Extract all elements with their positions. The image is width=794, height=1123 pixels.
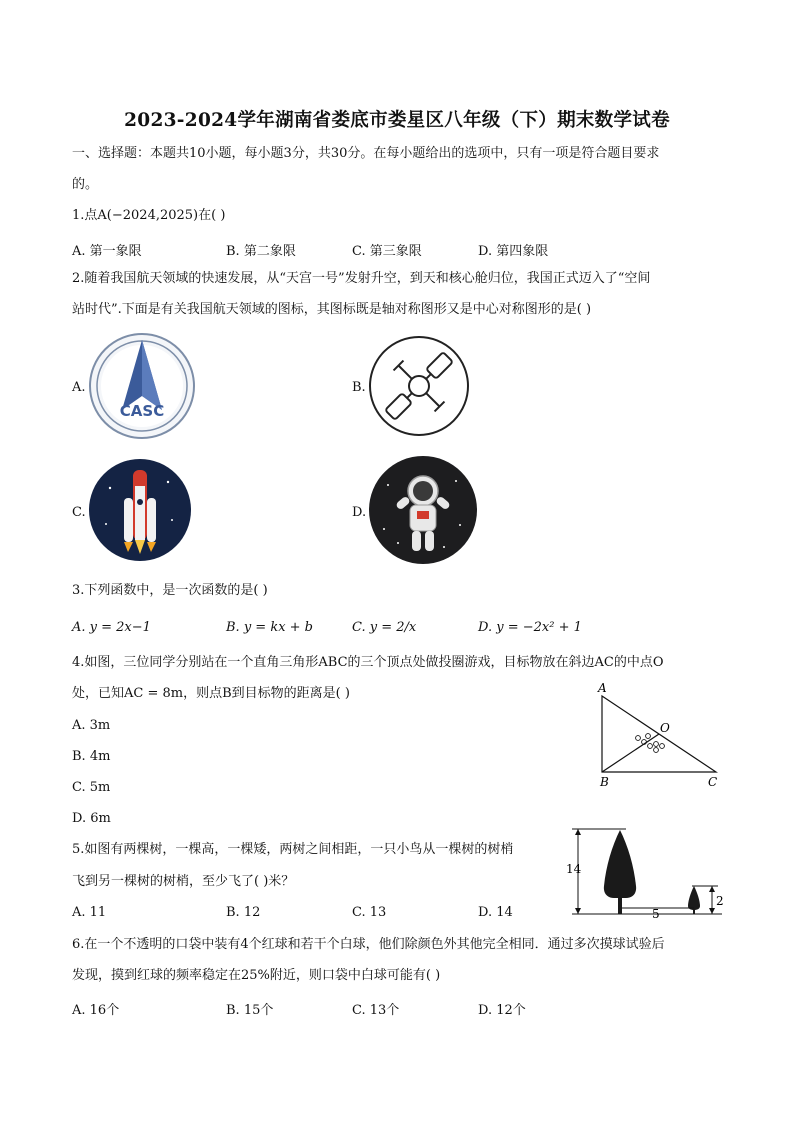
label-o: O	[660, 721, 670, 735]
q1-stem: 1.点A(−2024,2025)在( )	[72, 208, 226, 223]
q6-option-b: B. 15个	[226, 1003, 274, 1018]
q4-option-c: C. 5m	[72, 780, 111, 795]
distance-label: 5	[652, 907, 660, 920]
q5-option-a: A. 11	[72, 905, 107, 920]
q4-option-b: B. 4m	[72, 749, 111, 764]
q5-option-c: C. 13	[352, 905, 387, 920]
label-a: A	[598, 682, 607, 695]
q6-stem: 6.在一个不透明的口袋中装有4个红球和若干个白球，他们除颜色外其他完全相同．通过多次摸球试验后	[72, 937, 665, 952]
q3-option-b: B. y = kx + b	[226, 620, 314, 635]
label-c: C	[708, 775, 718, 789]
q1-option-d: D. 第四象限	[478, 244, 549, 259]
q2-label-b: B.	[352, 380, 366, 395]
small-tree-height-label: 2	[716, 894, 724, 908]
q3-option-d: D. y = −2x² + 1	[478, 620, 582, 635]
q2-label-d: D.	[352, 505, 367, 520]
q6-stem-cont: 发现，摸到红球的频率稳定在25%附近，则口袋中白球可能有( )	[72, 968, 441, 983]
q3-option-a: A. y = 2x−1	[72, 620, 151, 635]
q3-stem: 3.下列函数中，是一次函数的是( )	[72, 583, 268, 598]
q6-option-a: A. 16个	[72, 1003, 120, 1018]
q2-label-c: C.	[72, 505, 86, 520]
q1-option-c: C. 第三象限	[352, 244, 422, 259]
section-instructions-cont: 的。	[72, 177, 99, 192]
q5-option-d: D. 14	[478, 905, 513, 920]
q6-option-d: D. 12个	[478, 1003, 526, 1018]
label-b: B	[600, 775, 609, 789]
q4-stem: 4.如图，三位同学分别站在一个直角三角形ABC的三个顶点处做投圈游戏，目标物放在斜边AC的中点O	[72, 655, 664, 670]
q4-stem-cont: 处，已知AC = 8m，则点B到目标物的距离是( )	[72, 686, 350, 701]
page-title: 2023-2024学年湖南省娄底市娄星区八年级（下）期末数学试卷	[124, 110, 670, 131]
q1-option-a: A. 第一象限	[72, 244, 142, 259]
q1-option-b: B. 第二象限	[226, 244, 296, 259]
q3-option-c: C. y = 2/x	[352, 620, 417, 635]
q5-stem-cont: 飞到另一棵树的树梢，至少飞了( )米？	[72, 874, 295, 889]
q2-stem-cont: 站时代”.下面是有关我国航天领域的图标，其图标既是轴对称图形又是中心对称图形的是( )	[72, 302, 592, 317]
q6-option-c: C. 13个	[352, 1003, 400, 1018]
triangle-abc-figure	[592, 682, 727, 790]
q2-label-a: A.	[72, 380, 86, 395]
section-instructions: 一、选择题：本题共10小题，每小题3分，共30分。在每小题给出的选项中，只有一项是符合题目要求	[72, 146, 660, 161]
tree-height-label: 14	[566, 862, 582, 876]
astronaut-logo-icon	[368, 455, 478, 565]
satellite-logo-icon	[368, 335, 470, 437]
rocket-logo-icon	[88, 458, 192, 562]
logo-casc-text: CASC	[119, 402, 165, 420]
q2-stem: 2.随着我国航天领域的快速发展，从“天宫一号”发射升空，到天和核心舱归位，我国正式迈入了“空间	[72, 271, 651, 286]
two-trees-figure	[566, 826, 726, 920]
q5-stem: 5.如图有两棵树，一棵高，一棵矮，两树之间相距，一只小鸟从一棵树的树梢	[72, 842, 514, 857]
q5-option-b: B. 12	[226, 905, 261, 920]
q4-option-a: A. 3m	[72, 718, 111, 733]
casc-logo-icon	[88, 332, 196, 440]
q4-option-d: D. 6m	[72, 811, 111, 826]
